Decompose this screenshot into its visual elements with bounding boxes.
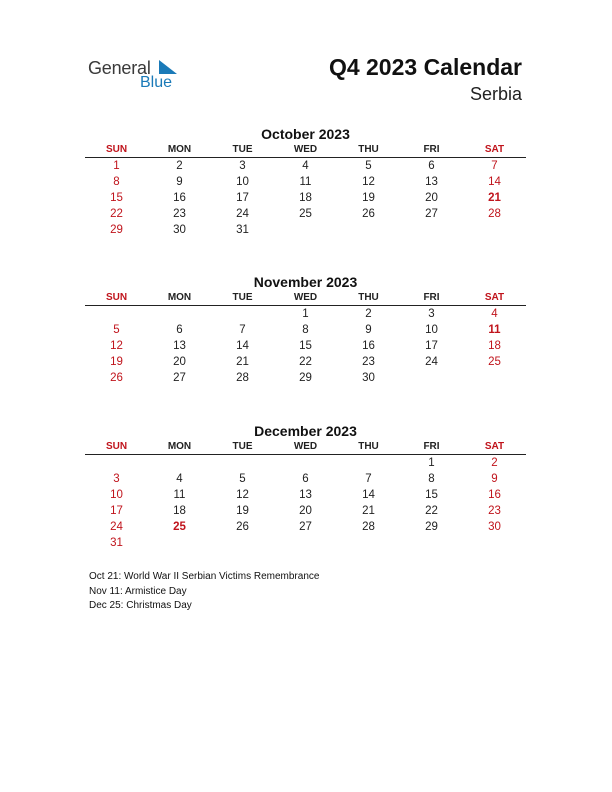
date-cell: 16	[173, 192, 186, 204]
date-cell: 10	[236, 176, 249, 188]
date-cell: 25	[299, 208, 312, 220]
date-cell: 11	[173, 489, 186, 501]
weekday-header: FRI	[423, 144, 440, 155]
weekday-header: WED	[293, 292, 318, 303]
date-cell: 2	[176, 160, 183, 172]
date-cell: 31	[236, 224, 249, 236]
date-cell: 12	[236, 489, 249, 501]
week-row	[85, 306, 526, 322]
week-row	[85, 370, 526, 386]
weekday-header: SUN	[105, 441, 128, 452]
empty-cell	[337, 535, 400, 551]
weekday-header: SUN	[105, 292, 128, 303]
date-cell: 27	[173, 372, 186, 384]
date-cell: 6	[176, 324, 183, 336]
date-cell: 29	[299, 372, 312, 384]
date-cell: 14	[488, 176, 501, 188]
date-cell: 21	[236, 356, 249, 368]
month-title: October 2023	[261, 126, 350, 142]
weekday-header-row	[85, 440, 526, 455]
week-row	[85, 487, 526, 503]
month-title: December 2023	[254, 423, 357, 439]
date-cell: 3	[113, 473, 120, 485]
month-title: November 2023	[253, 274, 358, 290]
date-cell: 17	[110, 505, 123, 517]
empty-cell	[211, 306, 274, 322]
date-cell: 12	[362, 176, 375, 188]
date-cell: 14	[362, 489, 375, 501]
empty-cell	[400, 535, 463, 551]
weekday-header: SAT	[484, 144, 505, 155]
week-row	[85, 455, 526, 471]
empty-cell	[85, 306, 148, 322]
date-cell: 30	[362, 372, 375, 384]
date-cell: 24	[425, 356, 438, 368]
empty-cell	[85, 455, 148, 471]
weekday-header: THU	[358, 441, 379, 452]
weekday-header: MON	[167, 441, 192, 452]
weekday-header: TUE	[232, 144, 253, 155]
date-cell: 23	[173, 208, 186, 220]
empty-cell	[463, 222, 526, 238]
weekday-header-row	[85, 291, 526, 306]
date-cell: 28	[362, 521, 375, 533]
holiday-note: Dec 25: Christmas Day	[89, 600, 192, 611]
date-cell: 3	[428, 308, 435, 320]
holiday-notes	[89, 570, 319, 614]
week-row	[85, 174, 526, 190]
date-cell: 20	[425, 192, 438, 204]
date-cell: 16	[488, 489, 501, 501]
empty-cell	[400, 222, 463, 238]
date-cell: 18	[299, 192, 312, 204]
week-row	[85, 222, 526, 238]
date-cell: 26	[110, 372, 123, 384]
weekday-header: TUE	[232, 292, 253, 303]
empty-cell	[463, 370, 526, 386]
empty-cell	[211, 535, 274, 551]
date-cell: 1	[113, 160, 120, 172]
month-december	[85, 422, 526, 551]
date-cell: 10	[110, 489, 123, 501]
date-cell: 6	[302, 473, 309, 485]
date-cell: 20	[299, 505, 312, 517]
generalblue-logo	[88, 56, 198, 96]
date-cell: 27	[425, 208, 438, 220]
logo-text-blue: Blue	[140, 74, 173, 91]
date-cell: 7	[365, 473, 372, 485]
empty-cell	[148, 535, 211, 551]
weekday-header: FRI	[423, 441, 440, 452]
date-cell: 22	[299, 356, 312, 368]
week-row	[85, 535, 526, 551]
week-row	[85, 354, 526, 370]
week-row	[85, 338, 526, 354]
date-cell: 13	[299, 489, 312, 501]
date-cell: 4	[176, 473, 183, 485]
date-cell: 7	[491, 160, 498, 172]
date-cell: 26	[362, 208, 375, 220]
date-cell: 1	[302, 308, 309, 320]
date-cell: 7	[239, 324, 246, 336]
date-cell: 31	[110, 537, 123, 549]
date-cell: 23	[488, 505, 501, 517]
weekday-header-row	[85, 143, 526, 158]
date-cell: 25	[488, 356, 501, 368]
weekday-header: THU	[358, 292, 379, 303]
date-cell: 24	[236, 208, 249, 220]
date-cell: 19	[110, 356, 123, 368]
date-cell: 15	[425, 489, 438, 501]
date-cell: 11	[299, 176, 312, 188]
week-row	[85, 322, 526, 338]
date-cell: 28	[488, 208, 501, 220]
date-cell: 17	[236, 192, 249, 204]
date-cell: 2	[491, 457, 498, 469]
empty-cell	[274, 535, 337, 551]
weekday-header: SAT	[484, 292, 505, 303]
holiday-note: Oct 21: World War II Serbian Victims Remembrance	[89, 571, 320, 582]
date-cell: 9	[176, 176, 183, 188]
date-cell: 17	[425, 340, 438, 352]
date-cell: 21	[362, 505, 375, 517]
date-cell: 15	[110, 192, 123, 204]
date-cell: 5	[239, 473, 246, 485]
date-cell: 28	[236, 372, 249, 384]
logo-text-general: General	[88, 58, 151, 78]
date-cell: 8	[428, 473, 435, 485]
date-cell: 2	[365, 308, 372, 320]
weekday-header: FRI	[423, 292, 440, 303]
weekday-header: TUE	[232, 441, 253, 452]
weekday-header: SUN	[105, 144, 128, 155]
week-row	[85, 471, 526, 487]
month-november	[85, 273, 526, 386]
date-cell: 5	[113, 324, 120, 336]
date-cell: 3	[239, 160, 246, 172]
country-name: Serbia	[469, 84, 522, 104]
date-cell: 30	[173, 224, 186, 236]
date-cell: 23	[362, 356, 375, 368]
date-cell: 29	[425, 521, 438, 533]
date-cell: 26	[236, 521, 249, 533]
date-cell: 8	[302, 324, 309, 336]
date-cell: 8	[113, 176, 120, 188]
holiday-date-cell: 25	[173, 521, 186, 533]
date-cell: 22	[425, 505, 438, 517]
empty-cell	[274, 455, 337, 471]
empty-cell	[148, 306, 211, 322]
date-cell: 5	[365, 160, 372, 172]
week-row	[85, 158, 526, 174]
date-cell: 9	[491, 473, 498, 485]
date-cell: 4	[302, 160, 309, 172]
empty-cell	[337, 222, 400, 238]
date-cell: 27	[299, 521, 312, 533]
empty-cell	[400, 370, 463, 386]
date-cell: 22	[110, 208, 123, 220]
holiday-date-cell: 21	[488, 192, 501, 204]
empty-cell	[337, 455, 400, 471]
date-cell: 12	[110, 340, 123, 352]
date-cell: 18	[488, 340, 501, 352]
date-cell: 29	[110, 224, 123, 236]
weekday-header: THU	[358, 144, 379, 155]
date-cell: 19	[362, 192, 375, 204]
empty-cell	[274, 222, 337, 238]
weekday-header: MON	[167, 292, 192, 303]
weekday-header: MON	[167, 144, 192, 155]
date-cell: 16	[362, 340, 375, 352]
week-row	[85, 519, 526, 535]
date-cell: 1	[428, 457, 435, 469]
month-october	[85, 125, 526, 238]
empty-cell	[148, 455, 211, 471]
week-row	[85, 206, 526, 222]
date-cell: 20	[173, 356, 186, 368]
holiday-date-cell: 11	[488, 324, 501, 336]
date-cell: 13	[425, 176, 438, 188]
date-cell: 30	[488, 521, 501, 533]
weekday-header: WED	[293, 441, 318, 452]
date-cell: 9	[365, 324, 372, 336]
date-cell: 24	[110, 521, 123, 533]
date-cell: 19	[236, 505, 249, 517]
empty-cell	[463, 535, 526, 551]
holiday-note: Nov 11: Armistice Day	[89, 585, 187, 597]
page-title: Q4 2023 Calendar	[328, 54, 522, 80]
weekday-header: WED	[293, 144, 318, 155]
date-cell: 13	[173, 340, 186, 352]
empty-cell	[211, 455, 274, 471]
date-cell: 15	[299, 340, 312, 352]
date-cell: 6	[428, 160, 435, 172]
week-row	[85, 190, 526, 206]
weekday-header: SAT	[484, 441, 505, 452]
date-cell: 18	[173, 505, 186, 517]
date-cell: 10	[425, 324, 438, 336]
week-row	[85, 503, 526, 519]
date-cell: 4	[491, 308, 498, 320]
date-cell: 14	[236, 340, 249, 352]
